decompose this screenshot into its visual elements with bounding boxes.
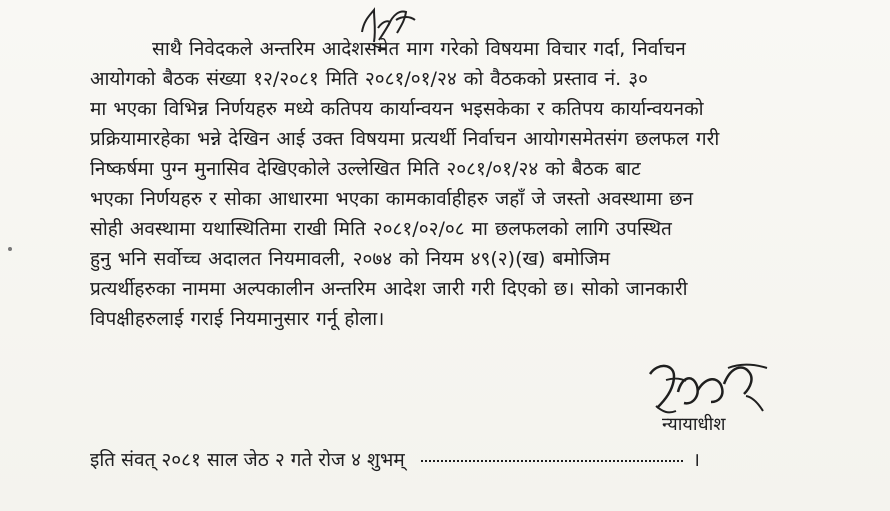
order-paragraph: [90, 34, 840, 334]
paragraph-line-10: विपक्षीहरुलाई गराई नियमानुसार गर्नू होला।: [90, 308, 385, 330]
paragraph-line-2: आयोगको बैठक संख्या १२/२०८१ मिति २०८१/०१/२४ को वैठकको प्रस्ताव नं. ३०: [90, 68, 648, 90]
signature-dotted-line: [421, 460, 683, 462]
paragraph-line-1: साथै निवेदकले अन्तरिम आदेशसमेत माग गरेको विषयमा विचार गर्दा, निर्वाचन: [152, 38, 686, 60]
paragraph-line-8: हुनु भनि सर्वोच्च अदालत नियमावली, २०७४ को नियम ४९(२)(ख) बमोजिम: [90, 248, 611, 270]
paragraph-line-9: प्रत्यर्थीहरुका नाममा अल्पकालीन अन्तरिम आदेश जारी गरी दिएको छ। सोको जानकारी: [90, 278, 688, 300]
scan-mark: [8, 247, 12, 251]
closing-danda: ।: [692, 449, 700, 471]
closing-date-text: इति संवत् २०८१ साल जेठ २ गते रोज ४ शुभम्: [90, 449, 405, 471]
paragraph-line-6: भएका निर्णयहरु र सोका आधारमा भएका कामकार्वाहीहरु जहाँ जे जस्तो अवस्थामा छन: [90, 188, 694, 210]
paragraph-line-3: मा भएका विभिन्न निर्णयहरु मध्ये कतिपय कार्यान्वयन भइसकेका र कतिपय कार्यान्वयनको: [90, 98, 704, 120]
paragraph-line-7: सोही अवस्थामा यथास्थितिमा राखी मिति २०८१/०२/०८ मा छलफलको लागि उपस्थित: [90, 218, 672, 240]
closing-line: [90, 446, 700, 472]
judge-title: न्यायाधीश: [662, 414, 726, 435]
paragraph-line-4: प्रक्रियामारहेका भन्ने देखिन आई उक्त विषयमा प्रत्यर्थी निर्वाचन आयोगसमेतसंग छलफल गरी: [90, 128, 720, 150]
paragraph-line-5: निष्कर्षमा पुग्न मुनासिव देखिएकोले उल्लेखित मिति २०८१/०१/२४ को बैठक बाट: [90, 158, 641, 180]
